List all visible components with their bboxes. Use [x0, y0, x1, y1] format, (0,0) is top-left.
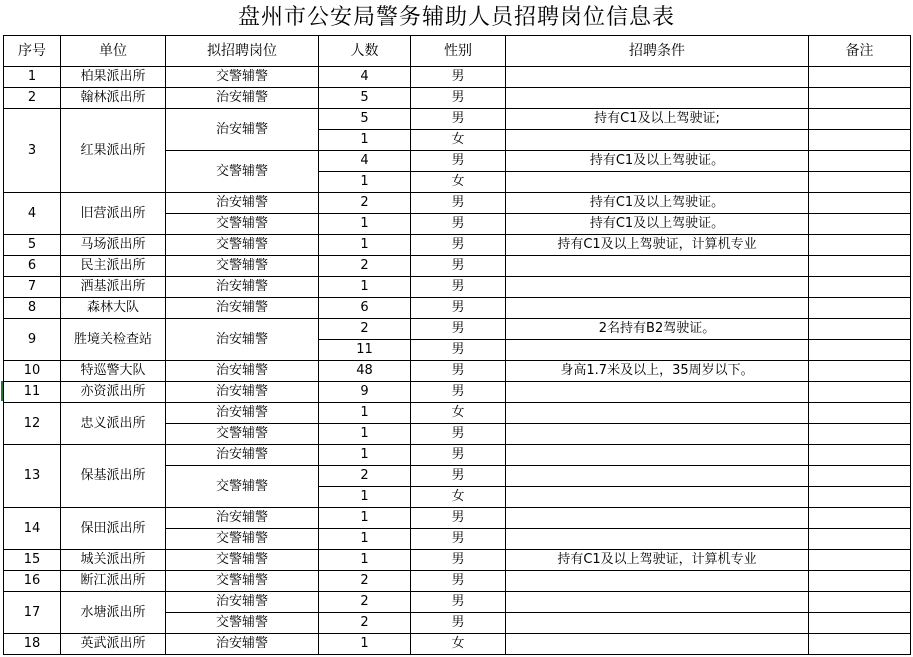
cell-unit[interactable]: 旧营派出所	[61, 193, 166, 235]
cell-sex[interactable]: 男	[411, 508, 506, 529]
header-row	[4, 36, 911, 67]
cell-no[interactable]: 14	[4, 508, 61, 550]
cell-post[interactable]: 交警辅警	[166, 151, 319, 193]
cell-conditions[interactable]	[506, 571, 809, 592]
cell-unit[interactable]: 翰林派出所	[61, 88, 166, 109]
table-row	[4, 403, 911, 424]
cell-count[interactable]: 2	[319, 571, 411, 592]
cell-post[interactable]: 交警辅警	[166, 424, 319, 445]
table-row	[4, 109, 911, 130]
cell-count[interactable]: 4	[319, 67, 411, 88]
cell-sex[interactable]: 男	[411, 109, 506, 130]
table-row	[4, 67, 911, 88]
cell-remarks[interactable]	[809, 466, 911, 487]
cell-count[interactable]: 9	[319, 382, 411, 403]
cell-conditions[interactable]	[506, 592, 809, 613]
table-row	[4, 571, 911, 592]
cell-conditions[interactable]	[506, 88, 809, 109]
table-row	[4, 445, 911, 466]
cell-unit[interactable]: 马场派出所	[61, 235, 166, 256]
header-cell-conditions[interactable]: 招聘条件	[506, 36, 809, 67]
cell-count[interactable]: 2	[319, 592, 411, 613]
cell-no[interactable]: 2	[4, 88, 61, 109]
cell-count[interactable]: 1	[319, 214, 411, 235]
cell-post[interactable]: 交警辅警	[166, 550, 319, 571]
cell-count[interactable]: 2	[319, 193, 411, 214]
cell-conditions[interactable]	[506, 445, 809, 466]
header-cell-post[interactable]: 拟招聘岗位	[166, 36, 319, 67]
cell-sex[interactable]: 男	[411, 193, 506, 214]
cell-no[interactable]: 12	[4, 403, 61, 445]
cell-unit[interactable]: 保田派出所	[61, 508, 166, 550]
cell-conditions[interactable]: 持有C1及以上驾驶证。	[506, 214, 809, 235]
cell-conditions[interactable]	[506, 424, 809, 445]
cell-sex[interactable]: 男	[411, 592, 506, 613]
header-cell-no[interactable]: 序号	[4, 36, 61, 67]
table-row	[4, 235, 911, 256]
cell-sex[interactable]: 男	[411, 214, 506, 235]
cell-no[interactable]: 15	[4, 550, 61, 571]
cell-no[interactable]: 13	[4, 445, 61, 508]
cell-post[interactable]: 治安辅警	[166, 277, 319, 298]
cell-no[interactable]: 8	[4, 298, 61, 319]
cell-sex[interactable]: 女	[411, 403, 506, 424]
cell-conditions[interactable]: 持有C1及以上驾驶证。	[506, 193, 809, 214]
cell-remarks[interactable]	[809, 298, 911, 319]
cell-post[interactable]: 治安辅警	[166, 298, 319, 319]
cell-remarks[interactable]	[809, 571, 911, 592]
table-row	[4, 88, 911, 109]
cell-sex[interactable]: 女	[411, 634, 506, 655]
cell-remarks[interactable]	[809, 382, 911, 403]
cell-conditions[interactable]	[506, 613, 809, 634]
table-row	[4, 382, 911, 403]
cell-conditions[interactable]	[506, 382, 809, 403]
cell-no[interactable]: 18	[4, 634, 61, 655]
cell-remarks[interactable]	[809, 235, 911, 256]
cell-unit[interactable]: 森林大队	[61, 298, 166, 319]
header-cell-count[interactable]: 人数	[319, 36, 411, 67]
cell-remarks[interactable]	[809, 403, 911, 424]
cell-unit[interactable]: 断江派出所	[61, 571, 166, 592]
cell-conditions[interactable]	[506, 487, 809, 508]
header-cell-remarks[interactable]: 备注	[809, 36, 911, 67]
cell-sex[interactable]: 男	[411, 298, 506, 319]
table-row	[4, 592, 911, 613]
cell-conditions[interactable]: 身高1.7米及以上，35周岁以下。	[506, 361, 809, 382]
cell-remarks[interactable]	[809, 487, 911, 508]
cell-conditions[interactable]	[506, 256, 809, 277]
cell-conditions[interactable]	[506, 634, 809, 655]
cell-remarks[interactable]	[809, 550, 911, 571]
cell-remarks[interactable]	[809, 529, 911, 550]
cell-no[interactable]: 7	[4, 277, 61, 298]
cell-post[interactable]: 交警辅警	[166, 466, 319, 508]
header-cell-unit[interactable]: 单位	[61, 36, 166, 67]
cell-remarks[interactable]	[809, 634, 911, 655]
cell-unit[interactable]: 特巡警大队	[61, 361, 166, 382]
cell-no[interactable]: 9	[4, 319, 61, 361]
cell-post[interactable]: 治安辅警	[166, 193, 319, 214]
cell-unit[interactable]: 水塘派出所	[61, 592, 166, 634]
cell-conditions[interactable]	[506, 340, 809, 361]
cell-count[interactable]: 6	[319, 298, 411, 319]
cell-count[interactable]: 2	[319, 256, 411, 277]
cell-unit[interactable]: 保基派出所	[61, 445, 166, 508]
cell-sex[interactable]: 男	[411, 361, 506, 382]
cell-sex[interactable]: 男	[411, 319, 506, 340]
cell-unit[interactable]: 亦资派出所	[61, 382, 166, 403]
cell-unit[interactable]: 英武派出所	[61, 634, 166, 655]
cell-no[interactable]: 17	[4, 592, 61, 634]
cell-sex[interactable]: 男	[411, 88, 506, 109]
cell-post[interactable]: 治安辅警	[166, 592, 319, 613]
cell-remarks[interactable]	[809, 67, 911, 88]
cell-post[interactable]: 交警辅警	[166, 67, 319, 88]
cell-count[interactable]: 5	[319, 109, 411, 130]
cell-sex[interactable]: 男	[411, 424, 506, 445]
table-row	[4, 634, 911, 655]
cell-sex[interactable]: 男	[411, 277, 506, 298]
cell-post[interactable]: 治安辅警	[166, 508, 319, 529]
cell-remarks[interactable]	[809, 88, 911, 109]
cell-count[interactable]: 1	[319, 172, 411, 193]
cell-remarks[interactable]	[809, 214, 911, 235]
cell-no[interactable]: 10	[4, 361, 61, 382]
cell-sex[interactable]: 男	[411, 529, 506, 550]
cell-remarks[interactable]	[809, 592, 911, 613]
table-row	[4, 298, 911, 319]
cell-conditions[interactable]	[506, 298, 809, 319]
cell-no[interactable]: 3	[4, 109, 61, 193]
cell-remarks[interactable]	[809, 256, 911, 277]
cell-no[interactable]: 6	[4, 256, 61, 277]
cell-unit[interactable]: 柏果派出所	[61, 67, 166, 88]
cell-remarks[interactable]	[809, 193, 911, 214]
cell-sex[interactable]: 男	[411, 466, 506, 487]
cell-conditions[interactable]: 持有C1及以上驾驶证，计算机专业	[506, 550, 809, 571]
cell-remarks[interactable]	[809, 361, 911, 382]
cell-conditions[interactable]: 2名持有B2驾驶证。	[506, 319, 809, 340]
cell-conditions[interactable]	[506, 403, 809, 424]
cell-conditions[interactable]	[506, 130, 809, 151]
cell-unit[interactable]: 忠义派出所	[61, 403, 166, 445]
cell-count[interactable]: 11	[319, 340, 411, 361]
cell-remarks[interactable]	[809, 172, 911, 193]
cell-sex[interactable]: 男	[411, 550, 506, 571]
cell-count[interactable]: 1	[319, 403, 411, 424]
cell-sex[interactable]: 男	[411, 445, 506, 466]
table-row	[4, 361, 911, 382]
cell-count[interactable]: 1	[319, 424, 411, 445]
cell-conditions[interactable]: 持有C1及以上驾驶证。	[506, 151, 809, 172]
cell-conditions[interactable]: 持有C1及以上驾驶证;	[506, 109, 809, 130]
cell-sex[interactable]: 女	[411, 487, 506, 508]
cell-unit[interactable]: 城关派出所	[61, 550, 166, 571]
header-cell-sex[interactable]: 性别	[411, 36, 506, 67]
cell-unit[interactable]: 民主派出所	[61, 256, 166, 277]
cell-post[interactable]: 交警辅警	[166, 571, 319, 592]
cell-count[interactable]: 1	[319, 445, 411, 466]
cell-sex[interactable]: 男	[411, 151, 506, 172]
cell-count[interactable]: 1	[319, 277, 411, 298]
cell-sex[interactable]: 男	[411, 235, 506, 256]
cell-conditions[interactable]	[506, 508, 809, 529]
cell-post[interactable]: 治安辅警	[166, 319, 319, 361]
cell-conditions[interactable]	[506, 466, 809, 487]
cell-count[interactable]: 1	[319, 130, 411, 151]
cell-post[interactable]: 治安辅警	[166, 361, 319, 382]
cell-post[interactable]: 治安辅警	[166, 109, 319, 151]
cell-count[interactable]: 5	[319, 88, 411, 109]
table-row	[4, 319, 911, 340]
cell-post[interactable]: 交警辅警	[166, 613, 319, 634]
cell-unit[interactable]: 洒基派出所	[61, 277, 166, 298]
cell-conditions[interactable]	[506, 277, 809, 298]
cell-conditions[interactable]	[506, 529, 809, 550]
cell-remarks[interactable]	[809, 445, 911, 466]
cell-sex[interactable]: 女	[411, 172, 506, 193]
table-row	[4, 277, 911, 298]
cell-remarks[interactable]	[809, 277, 911, 298]
cell-count[interactable]: 2	[319, 319, 411, 340]
active-cell-indicator	[1, 381, 3, 401]
cell-sex[interactable]: 男	[411, 256, 506, 277]
table-row	[4, 508, 911, 529]
cell-unit[interactable]: 胜境关检查站	[61, 319, 166, 361]
cell-count[interactable]: 4	[319, 151, 411, 172]
cell-remarks[interactable]	[809, 130, 911, 151]
cell-no[interactable]: 4	[4, 193, 61, 235]
cell-count[interactable]: 48	[319, 361, 411, 382]
cell-remarks[interactable]	[809, 319, 911, 340]
cell-post[interactable]: 交警辅警	[166, 256, 319, 277]
cell-conditions[interactable]: 持有C1及以上驾驶证，计算机专业	[506, 235, 809, 256]
cell-count[interactable]: 1	[319, 550, 411, 571]
cell-count[interactable]: 2	[319, 466, 411, 487]
cell-sex[interactable]: 男	[411, 613, 506, 634]
sheet-title: 盘州市公安局警务辅助人员招聘岗位信息表	[237, 5, 675, 30]
cell-unit[interactable]: 红果派出所	[61, 109, 166, 193]
cell-remarks[interactable]	[809, 424, 911, 445]
recruitment-table	[3, 35, 911, 655]
cell-count[interactable]: 2	[319, 613, 411, 634]
cell-remarks[interactable]	[809, 151, 911, 172]
cell-count[interactable]: 1	[319, 634, 411, 655]
cell-no[interactable]: 1	[4, 67, 61, 88]
cell-count[interactable]: 1	[319, 508, 411, 529]
cell-post[interactable]: 治安辅警	[166, 382, 319, 403]
table-row	[4, 193, 911, 214]
table-row	[4, 256, 911, 277]
cell-post[interactable]: 治安辅警	[166, 634, 319, 655]
cell-post[interactable]: 治安辅警	[166, 403, 319, 424]
cell-sex[interactable]: 女	[411, 130, 506, 151]
cell-no[interactable]: 16	[4, 571, 61, 592]
cell-count[interactable]: 1	[319, 235, 411, 256]
cell-sex[interactable]: 男	[411, 571, 506, 592]
cell-conditions[interactable]	[506, 172, 809, 193]
cell-remarks[interactable]	[809, 508, 911, 529]
table-row	[4, 550, 911, 571]
cell-sex[interactable]: 男	[411, 67, 506, 88]
cell-post[interactable]: 治安辅警	[166, 445, 319, 466]
cell-count[interactable]: 1	[319, 529, 411, 550]
cell-remarks[interactable]	[809, 340, 911, 361]
cell-remarks[interactable]	[809, 613, 911, 634]
cell-remarks[interactable]	[809, 109, 911, 130]
cell-count[interactable]: 1	[319, 487, 411, 508]
cell-post[interactable]: 交警辅警	[166, 214, 319, 235]
cell-post[interactable]: 交警辅警	[166, 235, 319, 256]
cell-sex[interactable]: 男	[411, 340, 506, 361]
cell-conditions[interactable]	[506, 67, 809, 88]
cell-no[interactable]: 5	[4, 235, 61, 256]
cell-sex[interactable]: 男	[411, 382, 506, 403]
cell-no[interactable]: 11	[4, 382, 61, 403]
cell-post[interactable]: 治安辅警	[166, 88, 319, 109]
cell-post[interactable]: 交警辅警	[166, 529, 319, 550]
